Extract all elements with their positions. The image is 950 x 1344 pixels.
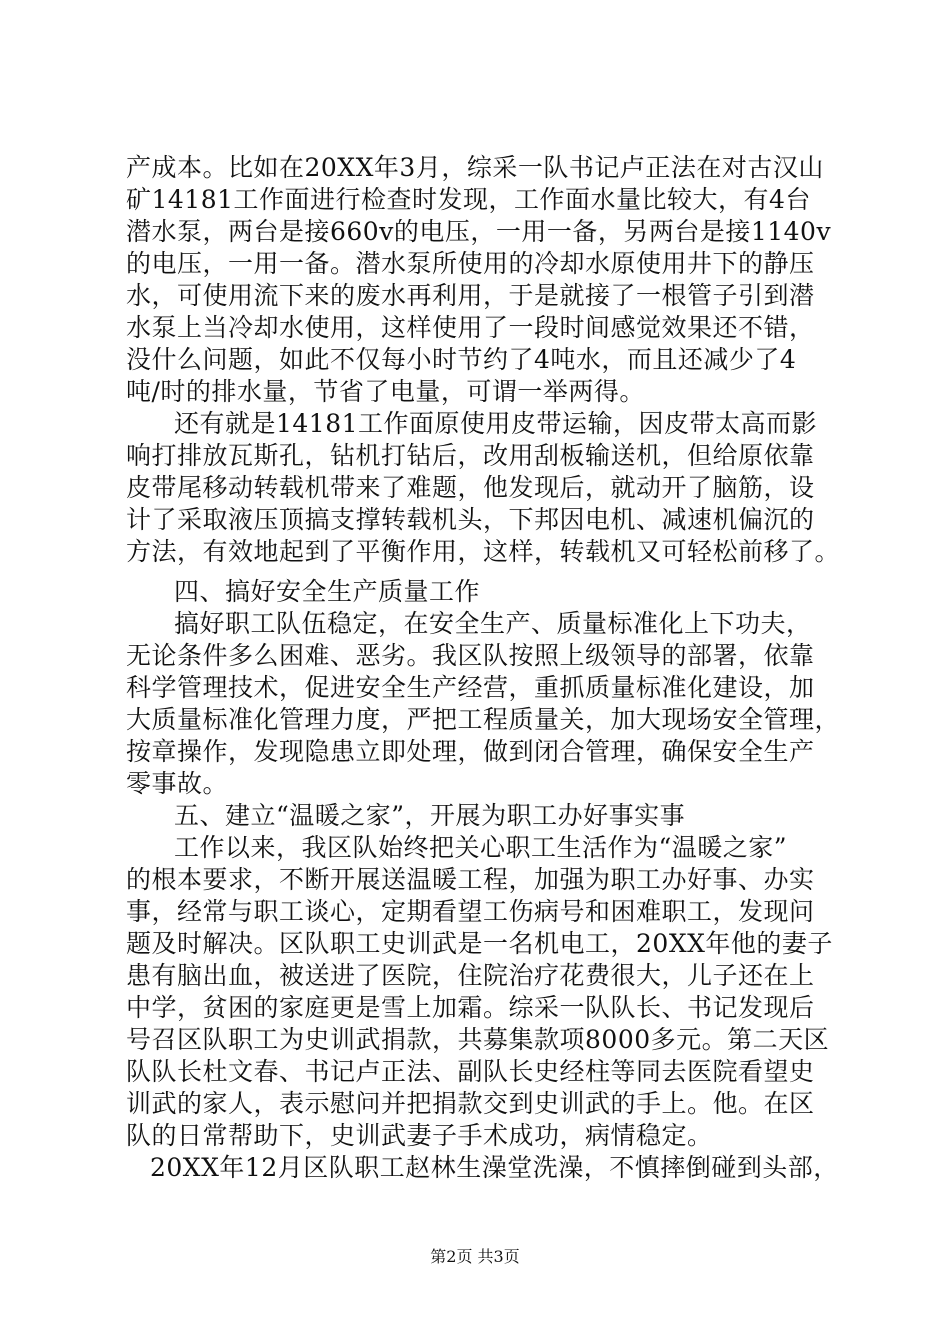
text-line: 水泵上当冷却水使用，这样使用了一段时间感觉效果还不错， <box>126 313 815 342</box>
text-line: 队队长杜文春、书记卢正法、副队长史经柱等同去医院看望史 <box>126 1057 815 1086</box>
page-footer: 第2页 共3页 <box>430 1247 520 1266</box>
text-line: 皮带尾移动转载机带来了难题，他发现后，就动开了脑筋，设 <box>126 473 815 502</box>
text-line: 矿14181工作面进行检查时发现，工作面水量比较大，有4台 <box>126 185 811 214</box>
text-line: 训武的家人，表示慰问并把捐款交到史训武的手上。他。在区 <box>126 1089 815 1118</box>
text-line: 的根本要求，不断开展送温暖工程，加强为职工办好事、办实 <box>126 865 815 894</box>
text-line: 题及时解决。区队职工史训武是一名机电工，20XX年他的妻子 <box>126 929 833 958</box>
text-line: 零事故。 <box>126 769 229 798</box>
text-line: 号召区队职工为史训武捐款，共募集款项8000多元。第二天区 <box>126 1025 830 1054</box>
text-line: 搞好职工队伍稳定，在安全生产、质量标准化上下功夫， <box>174 609 812 638</box>
text-line: 四、搞好安全生产质量工作 <box>174 577 481 606</box>
text-line: 中学，贫困的家庭更是雪上加霜。综采一队队长、书记发现后 <box>126 993 815 1022</box>
text-line: 响打排放瓦斯孔，钻机打钻后，改用刮板输送机，但给原依靠 <box>126 441 815 470</box>
text-line: 事，经常与职工谈心，定期看望工伤病号和困难职工，发现问 <box>126 897 815 926</box>
text-line: 吨/时的排水量，节省了电量，可谓一举两得。 <box>126 377 645 406</box>
text-line: 方法，有效地起到了平衡作用，这样，转载机又可轻松前移了。 <box>126 537 841 566</box>
text-line: 按章操作，发现隐患立即处理，做到闭合管理，确保安全生产 <box>126 737 815 766</box>
text-line: 还有就是14181工作面原使用皮带运输，因皮带太高而影 <box>174 409 818 438</box>
text-line: 队的日常帮助下，史训武妻子手术成功，病情稳定。 <box>126 1121 713 1150</box>
text-line: 计了采取液压顶搞支撑转载机头，下邦因电机、减速机偏沉的 <box>126 505 815 534</box>
text-line: 五、建立“温暖之家”，开展为职工办好事实事 <box>174 801 686 830</box>
text-line: 潜水泵，两台是接660v的电压，一用一备，另两台是接1140v <box>126 217 832 246</box>
text-line: 的电压，一用一备。潜水泵所使用的冷却水原使用井下的静压 <box>126 249 815 278</box>
text-line: 没什么问题，如此不仅每小时节约了4吨水，而且还减少了4 <box>126 345 797 374</box>
text-line: 大质量标准化管理力度，严把工程质量关，加大现场安全管理， <box>126 705 841 734</box>
text-line: 无论条件多么困难、恶劣。我区队按照上级领导的部署，依靠 <box>126 641 815 670</box>
text-line: 患有脑出血，被送进了医院，住院治疗花费很大，儿子还在上 <box>126 961 815 990</box>
text-line: 科学管理技术，促进安全生产经营，重抓质量标准化建设，加 <box>126 673 815 702</box>
text-line: 工作以来，我区队始终把关心职工生活作为“温暖之家” <box>174 833 788 862</box>
text-line: 20XX年12月区队职工赵林生澡堂洗澡，不慎摔倒碰到头部， <box>150 1153 839 1182</box>
text-line: 水，可使用流下来的废水再利用，于是就接了一根管子引到潜 <box>126 281 815 310</box>
text-line: 产成本。比如在20XX年3月，综采一队书记卢正法在对古汉山 <box>126 153 824 182</box>
